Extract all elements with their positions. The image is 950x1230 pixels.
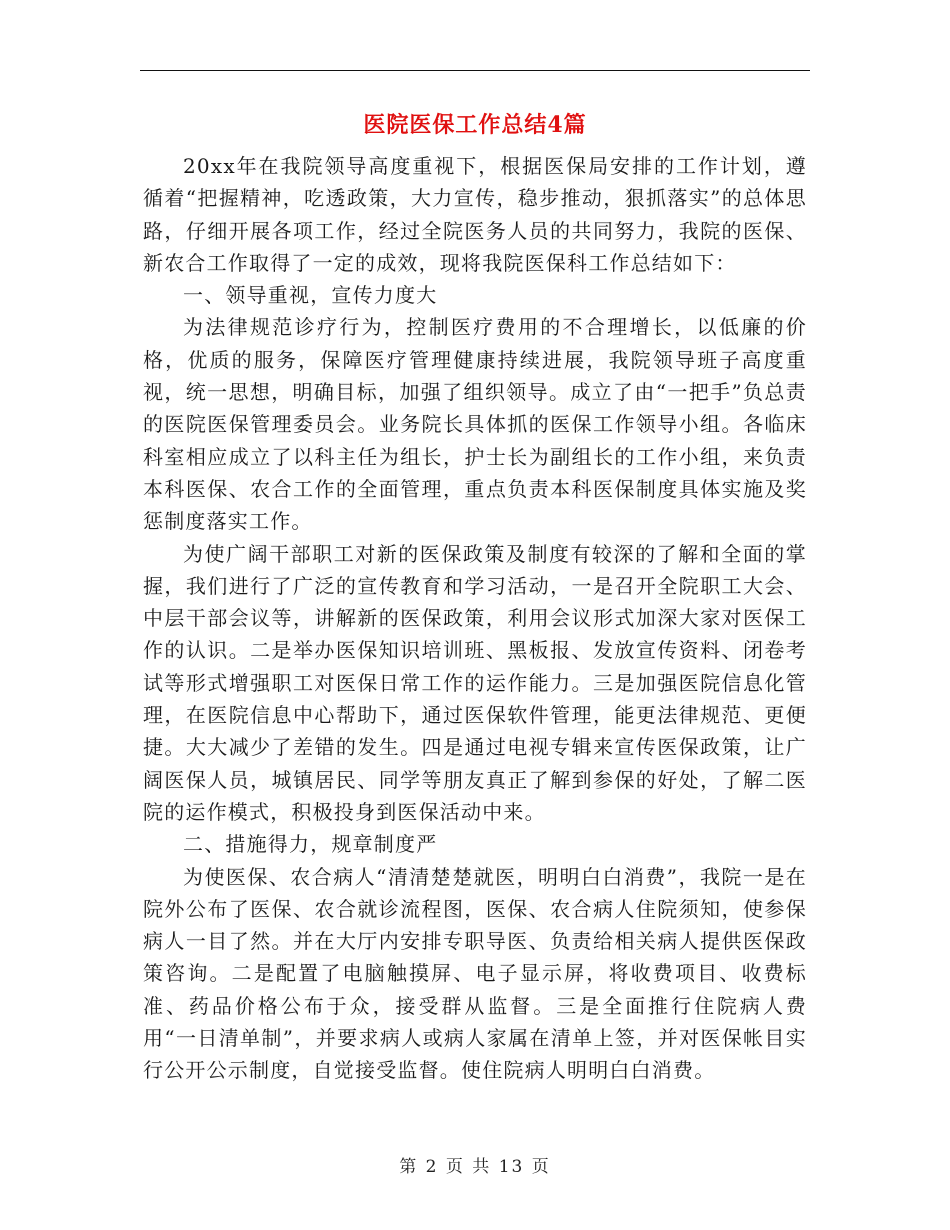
paragraph-publicity: 为使广阔干部职工对新的医保政策及制度有较深的了解和全面的掌握，我们进行了广泛的宣传教育和学习活动，一是召开全院职工大会、中层干部会议等，讲解新的医保政策，利用会议形式加深大家对医保工作的认识。二是举办医保知识培训班、黑板报、发放宣传资料、闭卷考试等形式增强职工对医保日常工作的运作能力。三是加强医院信息化管理，在医院信息中心帮助下，通过医保软件管理，能更法律规范、更便捷。大大减少了差错的发生。四是通过电视专辑来宣传医保政策，让广阔医保人员，城镇居民、同学等朋友真正了解到参保的好处，了解二医院的运作模式，积极投身到医保活动中来。 [143,541,807,824]
page-footer: 第 2 页 共 13 页 [399,1157,551,1177]
paragraph-leadership: 为法律规范诊疗行为，控制医疗费用的不合理增长，以低廉的价格，优质的服务，保障医疗管理健康持续进展，我院领导班子高度重视，统一思想，明确目标，加强了组织领导。成立了由“一把手”负总责的医院医保管理委员会。业务院长具体抓的医保工作领导小组。各临床科室相应成立了以科主任为组长，护士长为副组长的工作小组，来负责本科医保、农合工作的全面管理，重点负责本科医保制度具体实施及奖惩制度落实工作。 [143,315,807,534]
paragraph-intro: 20xx年在我院领导高度重视下，根据医保局安排的工作计划，遵循着“把握精神，吃透政策，大力宣传，稳步推动，狠抓落实”的总体思路，仔细开展各项工作，经过全院医务人员的共同努力，我院的医保、新农合工作取得了一定的成效，现将我院医保科工作总结如下： [143,154,807,275]
header-rule [140,70,810,71]
section-heading-1: 一、领导重视，宣传力度大 [183,283,438,308]
document-body [143,150,807,1087]
paragraph-measures: 为使医保、农合病人“清清楚楚就医，明明白白消费”，我院一是在院外公布了医保、农合就诊流程图，医保、农合病人住院须知，使参保病人一目了然。并在大厅内安排专职导医、负责给相关病人提供医保政策咨询。二是配置了电脑触摸屏、电子显示屏，将收费项目、收费标准、药品价格公布于众，接受群从监督。三是全面推行住院病人费用“一日清单制”，并要求病人或病人家属在清单上签，并对医保帐目实行公开公示制度，自觉接受监督。使住院病人明明白白消费。 [143,864,807,1083]
section-heading-2: 二、措施得力，规章制度严 [183,832,438,857]
document-title: 医院医保工作总结4篇 [363,112,587,138]
